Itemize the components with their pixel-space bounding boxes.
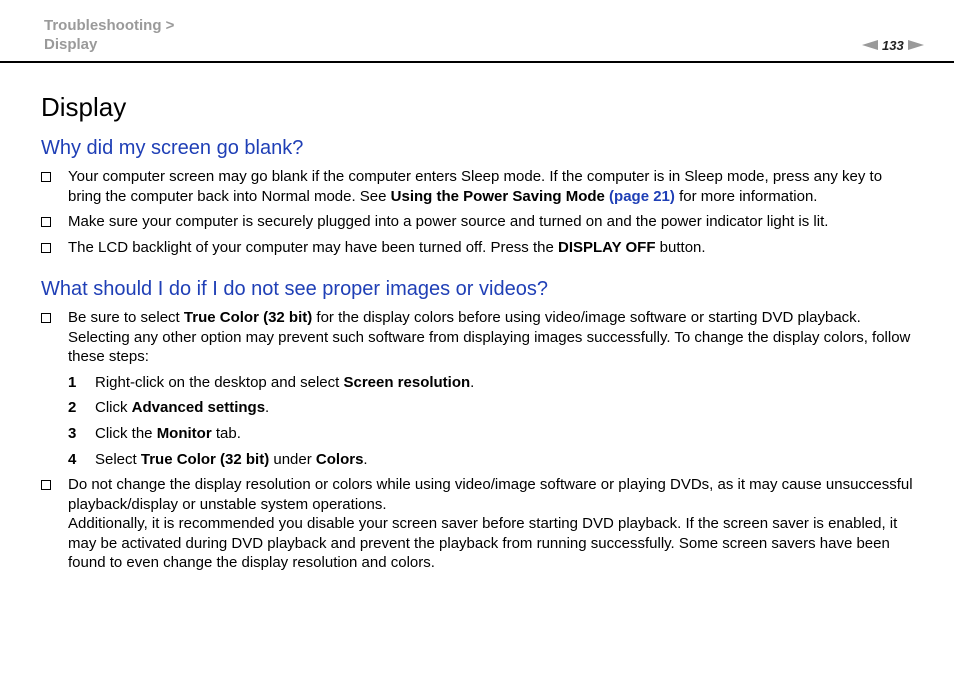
- text: Click the: [95, 425, 157, 442]
- bullet-checkbox-icon: [41, 480, 51, 490]
- step-item: [68, 373, 474, 393]
- section-heading-blank-screen: Why did my screen go blank?: [41, 137, 304, 159]
- page-navigation: [862, 36, 924, 54]
- bullet-checkbox-icon: [41, 217, 51, 227]
- step-text: [95, 373, 474, 393]
- step-text: [95, 450, 368, 470]
- text: .: [470, 374, 475, 391]
- text: button.: [655, 239, 706, 256]
- step-item: [68, 424, 241, 444]
- bold-term: True Color (32 bit): [183, 309, 313, 326]
- text: .: [363, 451, 368, 468]
- text: Be sure to select: [68, 309, 184, 326]
- next-page-arrow-icon[interactable]: [908, 40, 924, 50]
- paragraph-lcd-backlight: [68, 238, 914, 258]
- step-number: 4: [68, 451, 77, 468]
- paragraph-power-source: Make sure your computer is securely plugged into a power source and turned on and the power indicator light is lit.: [68, 213, 829, 230]
- text: Select: [95, 451, 141, 468]
- paragraph-screen-saver: Additionally, it is recommended you disable your screen saver before starting DVD playback. If the screen saver is enabled, it may be activated during DVD playback and prevent the playback from running successfully. Some screen savers have been found to even change the display resolution and colors.: [68, 515, 898, 571]
- header-divider: [0, 61, 954, 63]
- bullet-checkbox-icon: [41, 313, 51, 323]
- text: Click: [95, 399, 132, 416]
- bold-term: Screen resolution: [343, 374, 471, 391]
- bold-term: Using the Power Saving Mode: [390, 187, 605, 205]
- text: .: [265, 399, 270, 416]
- step-number: 3: [68, 425, 77, 442]
- previous-page-arrow-icon[interactable]: [862, 40, 878, 50]
- bullet-checkbox-icon: [41, 243, 51, 253]
- page-number: 133: [882, 37, 904, 53]
- breadcrumb-troubleshooting[interactable]: Troubleshooting >: [44, 17, 175, 34]
- bold-term: True Color (32 bit): [140, 451, 270, 468]
- text: Right-click on the desktop and select: [95, 374, 344, 391]
- step-item: [68, 450, 368, 470]
- step-number: 2: [68, 399, 77, 416]
- step-text: [95, 424, 241, 444]
- page-title: Display: [41, 92, 127, 122]
- text: The LCD backlight of your computer may have been turned off. Press the: [68, 239, 558, 256]
- step-number: 1: [68, 374, 77, 391]
- text: for more information.: [674, 187, 818, 205]
- bold-term: DISPLAY OFF: [557, 239, 656, 256]
- bold-term: Colors: [315, 451, 364, 468]
- text: under: [269, 451, 316, 468]
- paragraph-sleep-mode: [68, 167, 914, 206]
- section-heading-images-videos: What should I do if I do not see proper images or videos?: [41, 278, 548, 300]
- step-item: [68, 398, 269, 418]
- bold-term: Monitor: [156, 425, 212, 442]
- text: tab.: [211, 425, 241, 442]
- text: for the display colors before using video/image software or starting DVD playback. Selecting any other option may prevent such software from displaying images successfully. To change the display colors, follow these steps:: [68, 309, 911, 365]
- page-link[interactable]: (page 21): [609, 187, 675, 205]
- bold-term: Advanced settings: [131, 399, 266, 416]
- breadcrumb-display[interactable]: Display: [44, 36, 98, 53]
- breadcrumb: [44, 16, 174, 54]
- bullet-checkbox-icon: [41, 172, 51, 182]
- paragraph-dont-change-resolution: Do not change the display resolution or colors while using video/image software or playing DVDs, as it may cause unsuccessful playback/display or unstable system operations.: [68, 476, 913, 513]
- step-text: [95, 398, 269, 418]
- text: Your computer screen may go blank if the computer enters Sleep mode. If the computer is in Sleep mode, press any key to bring the computer back into Normal mode. See: [68, 168, 883, 205]
- paragraph-true-color: [68, 308, 914, 367]
